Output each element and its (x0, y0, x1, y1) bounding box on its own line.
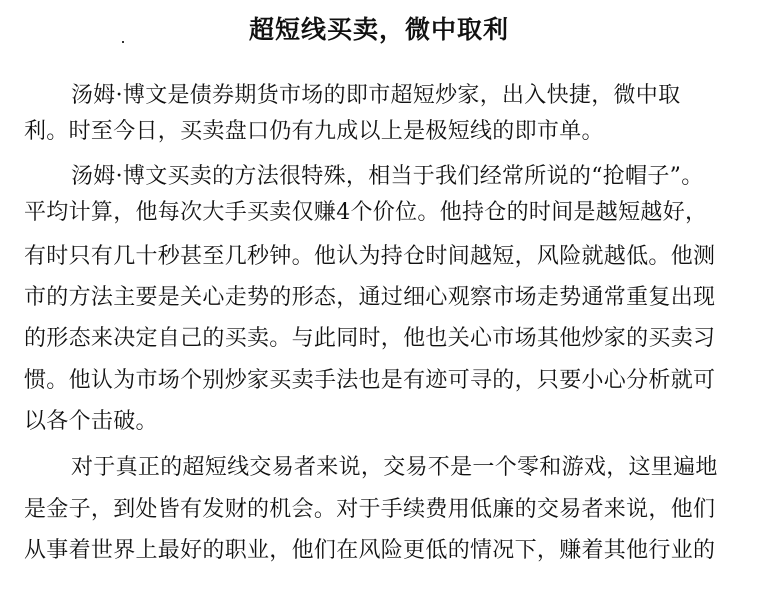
text-line: 汤姆·博文是债券期货市场的即市超短炒家，出入快捷，微中取 (71, 83, 681, 108)
text-line: 平均计算，他每次大手买卖仅赚4个价位。他持仓的时间是越短越好， (24, 200, 708, 225)
text-line: 汤姆·博文买卖的方法很特殊，相当于我们经常所说的“抢帽子”。 (71, 164, 704, 189)
text-line: 从事着世界上最好的职业，他们在风险更低的情况下，赚着其他行业的 (24, 538, 716, 563)
text-line: 是金子，到处皆有发财的机会。对于手续费用低廉的交易者来说，他们 (24, 497, 716, 522)
text-line: 惯。他认为市场个别炒家买卖手法也是有迹可寻的，只要小心分析就可 (24, 368, 716, 393)
text-line: 对于真正的超短线交易者来说，交易不是一个零和游戏，这里遍地 (71, 455, 718, 480)
text-line: 的形态来决定自己的买卖。与此同时，他也关心市场其他炒家的买卖习 (24, 326, 716, 351)
text-line: 市的方法主要是关心走势的形态，通过细心观察市场走势通常重复出现 (24, 285, 716, 310)
text-line: 有时只有几十秒甚至几秒钟。他认为持仓时间越短，风险就越低。他测 (24, 244, 716, 269)
scan-speck (122, 41, 124, 43)
text-line: 利。时至今日，买卖盘口仍有九成以上是极短线的即市单。 (24, 119, 604, 144)
text-line: 以各个击破。 (24, 409, 158, 434)
article-title: 超短线买卖，微中取利 (248, 15, 509, 44)
